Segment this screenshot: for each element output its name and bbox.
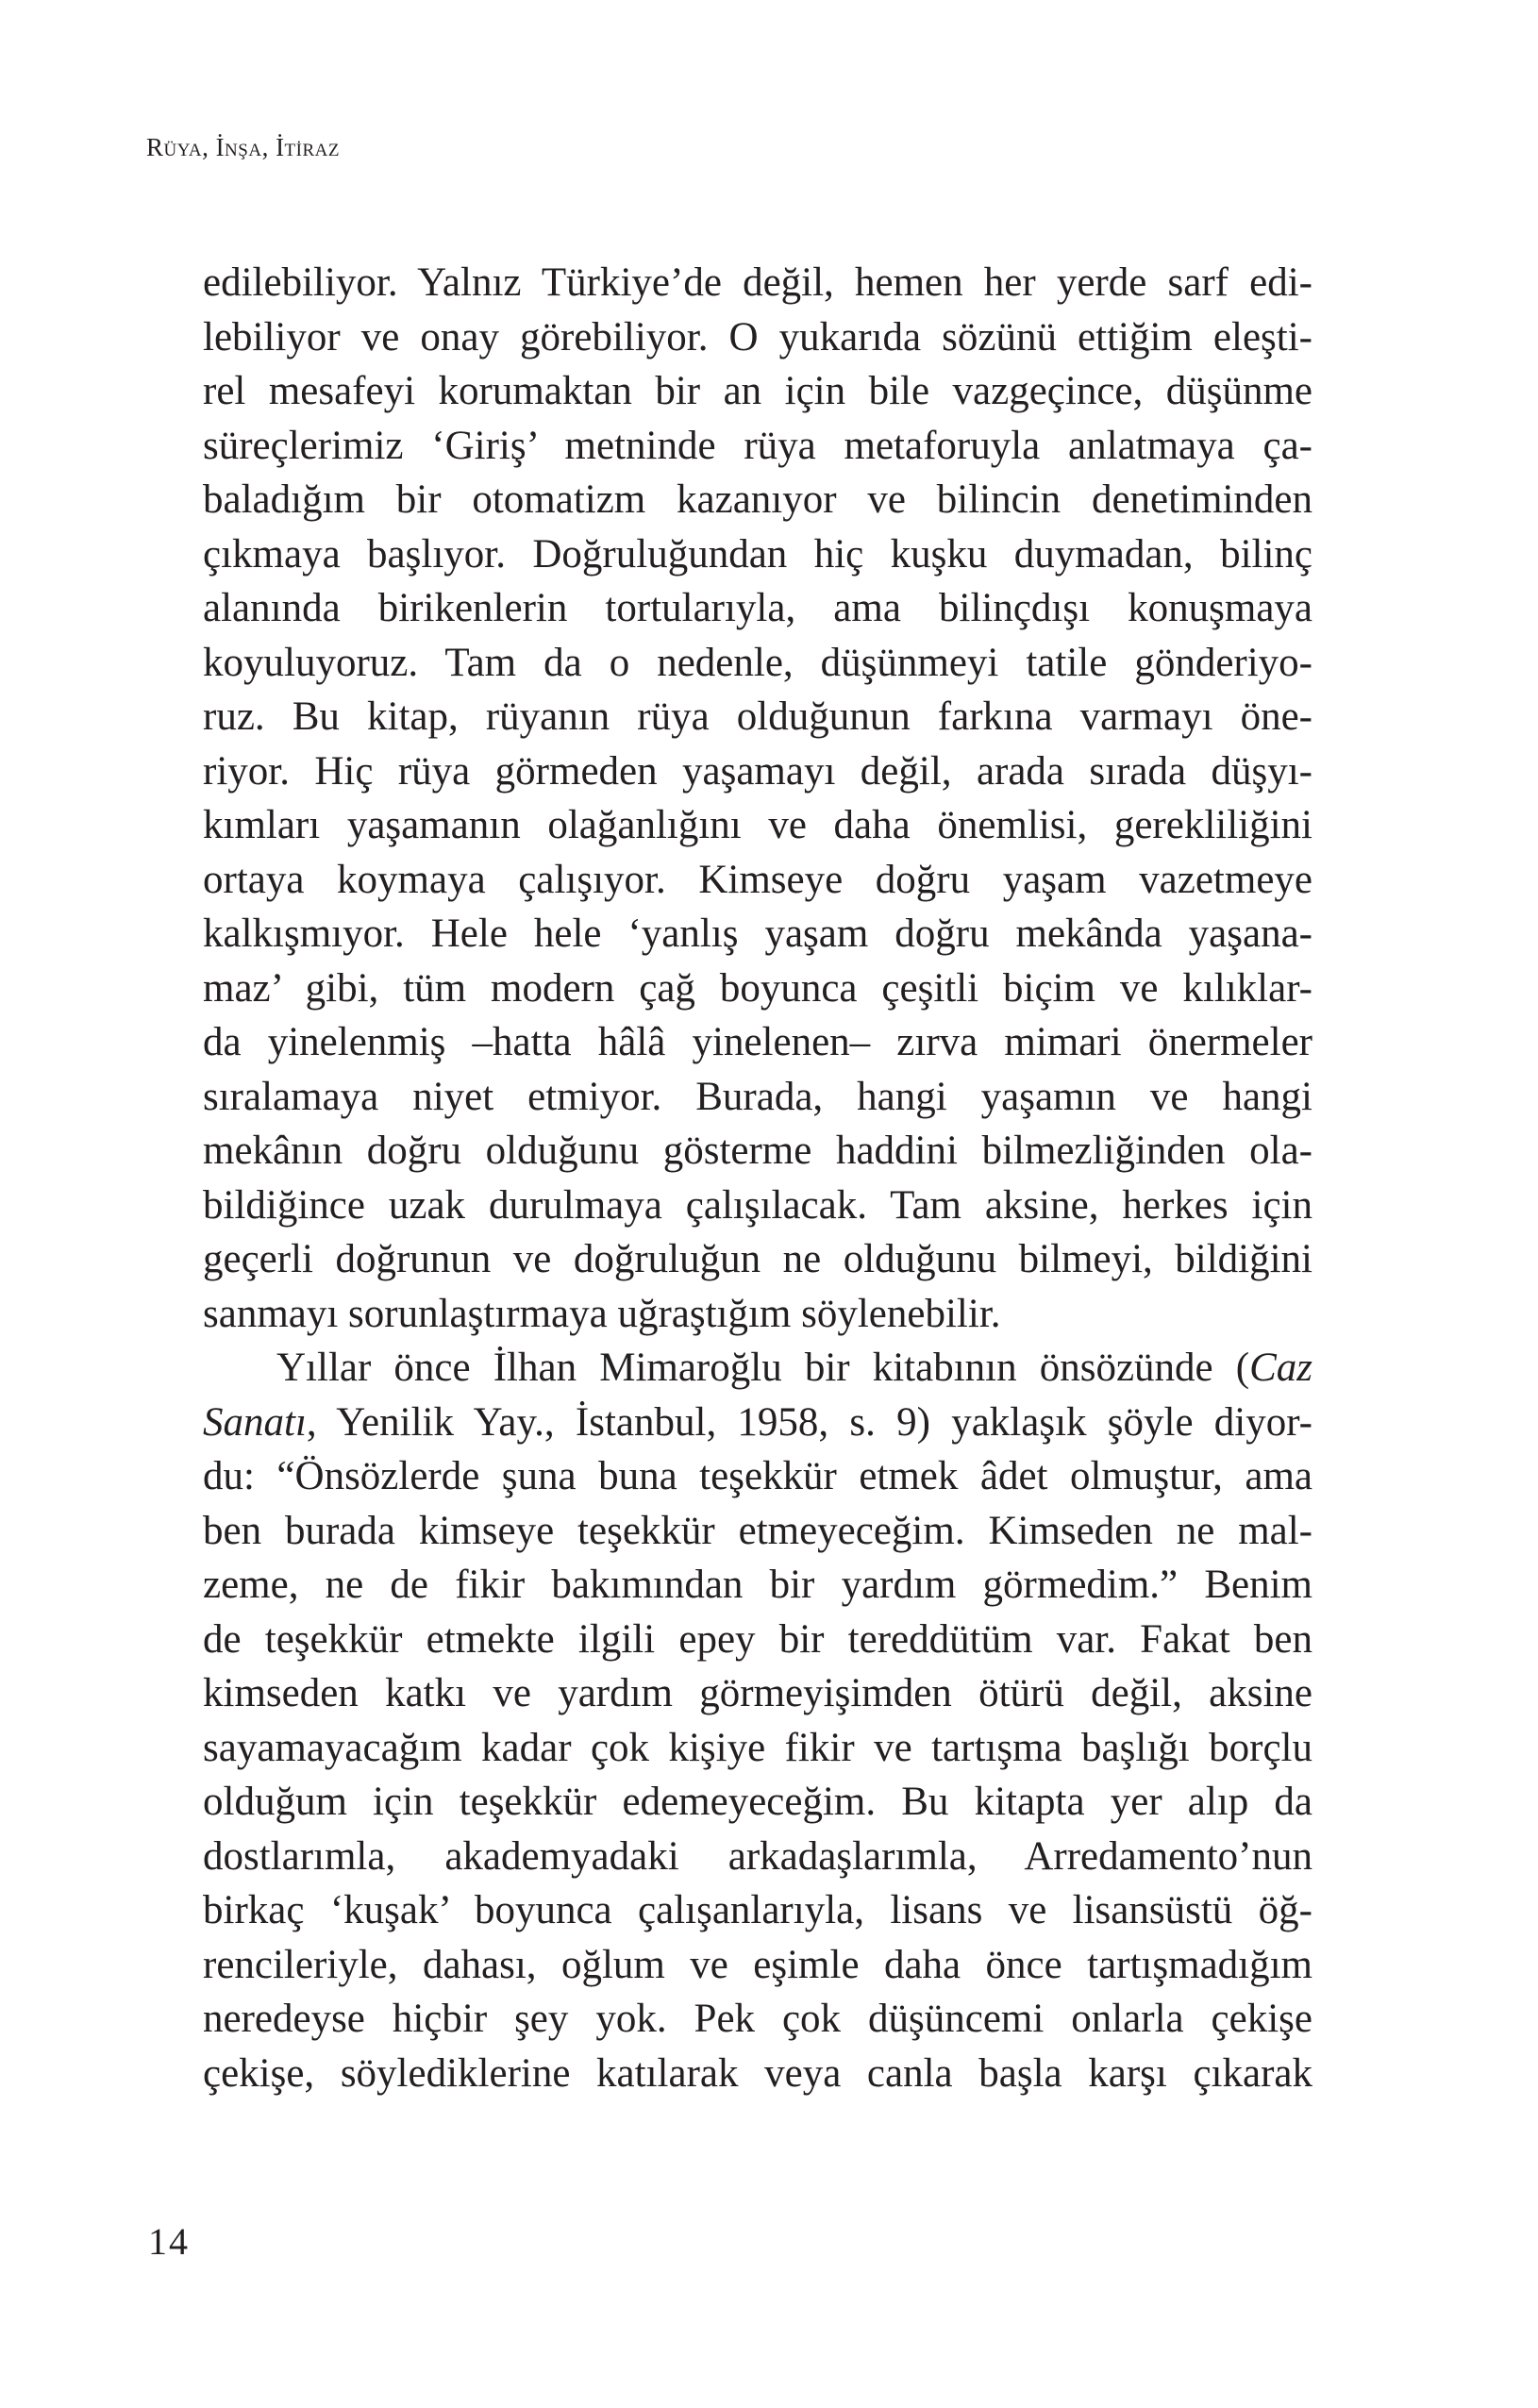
text-line: sıralamaya niyet etmiyor. Burada, hangi yaşamın ve hangi	[203, 1074, 1312, 1119]
text-line: edilebiliyor. Yalnız Türkiye’de değil, hemen her yerde sarf edi-	[203, 260, 1312, 305]
text-line: sayamayacağım kadar çok kişiye fikir ve tartışma başlığı borçlu	[203, 1725, 1312, 1770]
text-line: de teşekkür etmekte ilgili epey bir tereddütüm var. Fakat ben	[203, 1616, 1312, 1662]
running-head: Rüya, İnşa, İtiraz	[146, 133, 340, 161]
paragraph-2	[203, 1341, 1312, 2100]
text-line: olduğum için teşekkür edemeyeceğim. Bu kitapta yer alıp da	[203, 1780, 1312, 1824]
text-line: kalkışmıyor. Hele hele ‘yanlış yaşam doğru mekânda yaşana-	[203, 911, 1312, 956]
body-text	[203, 256, 1312, 2100]
text-line: alanında birikenlerin tortularıyla, ama bilinçdışı konuşmaya	[203, 586, 1312, 630]
text-run: , Yenilik Yay., İstanbul, 1958, s. 9) yaklaşık şöyle diyor-	[306, 1399, 1312, 1445]
text-line: birkaç ‘kuşak’ boyunca çalışanlarıyla, lisans ve lisansüstü öğ-	[203, 1888, 1312, 1932]
text-line: neredeyse hiçbir şey yok. Pek çok düşüncemi onlarla çekişe	[203, 1997, 1312, 2041]
text-line: maz’ gibi, tüm modern çağ boyunca çeşitli biçim ve kılıklar-	[203, 965, 1312, 1011]
text-line: kımları yaşamanın olağanlığını ve daha önemlisi, gerekliliğini	[203, 803, 1312, 847]
text-line: lebiliyor ve onay görebiliyor. O yukarıda sözünü ettiğim eleşti-	[203, 314, 1312, 360]
text-line: baladığım bir otomatizm kazanıyor ve bilincin denetiminden	[203, 477, 1312, 522]
text-run: Yıllar önce İlhan Mimaroğlu bir kitabının önsözünde (	[276, 1346, 1250, 1390]
text-line: rencileriyle, dahası, oğlum ve eşimle daha önce tartışmadığım	[203, 1942, 1312, 1987]
text-line: kimseden katkı ve yardım görmeyişimden ötürü değil, aksine	[203, 1671, 1312, 1715]
text-line	[203, 1396, 1312, 1450]
text-line: dostlarımla, akademyadaki arkadaşlarımla, Arredamento’nun	[203, 1833, 1312, 1879]
text-line: çekişe, söylediklerine katılarak veya canla başla karşı çıkarak	[203, 2050, 1312, 2096]
text-line: ruz. Bu kitap, rüyanın rüya olduğunun farkına varmayı öne-	[203, 694, 1312, 739]
text-line-paragraph-end: sanmayı sorunlaştırmaya uğraştığım söylenebilir.	[203, 1291, 1001, 1336]
text-line: riyor. Hiç rüya görmeden yaşamayı değil, arada sırada düşyı-	[203, 748, 1312, 794]
text-line: rel mesafeyi korumaktan bir an için bile vazgeçince, düşünme	[203, 369, 1312, 413]
book-title-italic: Caz	[1249, 1346, 1312, 1390]
paragraph-1	[203, 256, 1312, 1341]
text-line: mekânın doğru olduğunu gösterme haddini bilmezliğinden ola-	[203, 1129, 1312, 1173]
text-line: koyuluyoruz. Tam da o nedenle, düşünmeyi tatile gönderiyo-	[203, 640, 1312, 685]
text-line: bildiğince uzak durulmaya çalışılacak. Tam aksine, herkes için	[203, 1182, 1312, 1228]
text-line: ortaya koymaya çalışıyor. Kimseye doğru yaşam vazetmeye	[203, 857, 1312, 902]
page-number: 14	[148, 2220, 190, 2263]
text-line: çıkmaya başlıyor. Doğruluğundan hiç kuşku duymadan, bilinç	[203, 531, 1312, 577]
text-line: du: “Önsözlerde şuna buna teşekkür etmek âdet olmuştur, ama	[203, 1454, 1312, 1498]
text-line: zeme, ne de fikir bakımından bir yardım görmedim.” Benim	[203, 1563, 1312, 1607]
text-line-first	[203, 1341, 1312, 1396]
text-line: süreçlerimiz ‘Giriş’ metninde rüya metaforuyla anlatmaya ça-	[203, 423, 1312, 468]
text-line: geçerli doğrunun ve doğruluğun ne olduğunu bilmeyi, bildiğini	[203, 1237, 1312, 1281]
text-line: da yinelenmiş –hatta hâlâ yinelenen– zırva mimari önermeler	[203, 1020, 1312, 1064]
book-title-italic: Sanatı	[203, 1399, 307, 1445]
text-line: ben burada kimseye teşekkür etmeyeceğim. Kimseden ne mal-	[203, 1508, 1312, 1553]
